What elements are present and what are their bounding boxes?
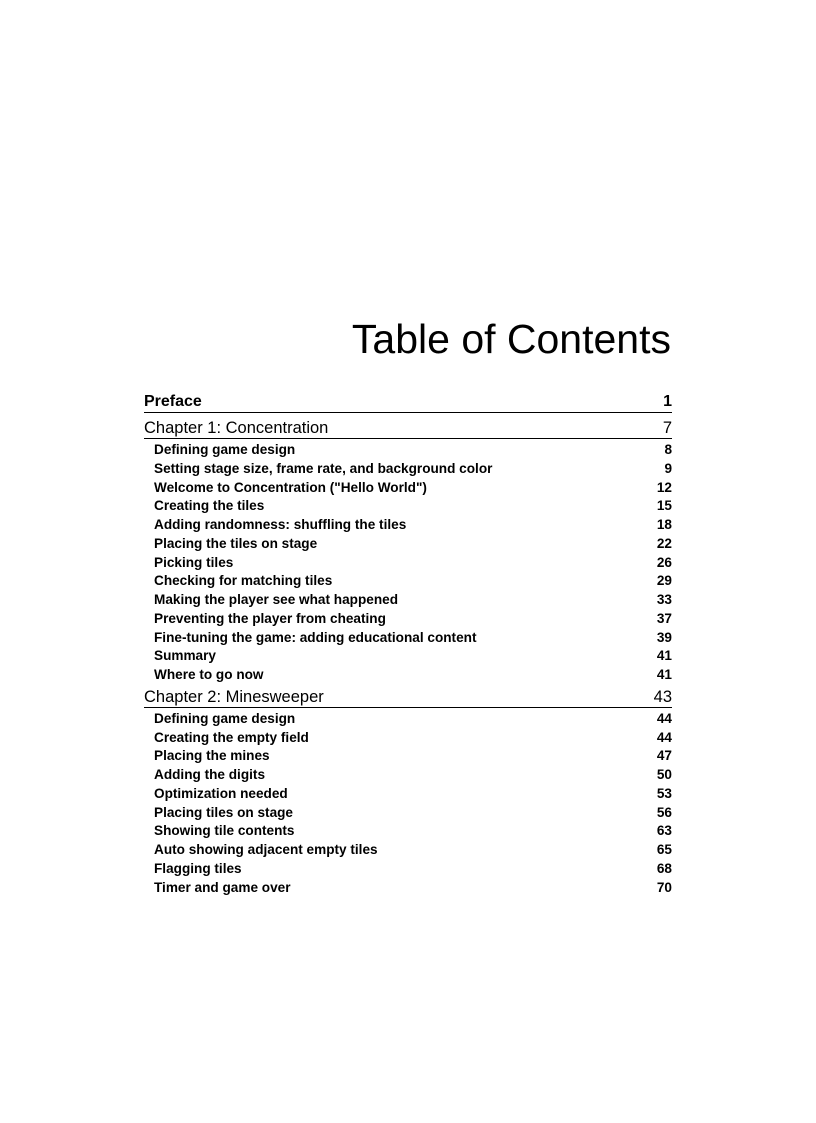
toc-section-label: Preventing the player from cheating [154,610,386,626]
toc-section-entry[interactable] [144,879,672,898]
toc-section-entry[interactable] [144,729,672,748]
toc-section-entry[interactable] [144,497,672,516]
toc-section-entry[interactable] [144,610,672,629]
toc-section-label: Showing tile contents [154,823,295,839]
toc-section-page: 9 [664,460,672,476]
toc-section-page: 41 [656,667,672,682]
toc-section-page: 47 [656,748,672,764]
toc-section-entry[interactable] [144,516,672,535]
toc-section-page: 37 [656,610,672,626]
toc-section-label: Optimization needed [154,785,288,801]
toc-section-page: 26 [656,554,672,570]
toc-section-label: Adding the digits [154,767,266,782]
toc-section-page: 8 [664,442,672,457]
toc-section-label: Auto showing adjacent empty tiles [154,842,378,857]
page-title: Table of Contents [351,316,671,362]
toc-section-page: 68 [656,860,672,876]
toc-section-label: Placing the tiles on stage [154,535,318,551]
toc-section-entry[interactable] [144,535,672,554]
toc-section-entry[interactable] [144,747,672,766]
toc-section-page: 29 [656,573,672,589]
toc-section-entry[interactable] [144,841,672,860]
toc-section-entry[interactable] [144,629,672,648]
toc-section-page: 65 [656,842,672,857]
toc-section-page: 50 [656,767,672,782]
toc-section-entry[interactable] [144,666,672,685]
toc-section-entry[interactable] [144,804,672,823]
toc-chapter-label: Chapter 1: Concentration [144,419,329,437]
toc-section-entry[interactable] [144,860,672,879]
toc-section-entry[interactable] [144,554,672,573]
toc-section-label: Making the player see what happened [154,592,398,607]
toc-section-entry[interactable] [144,479,672,498]
toc-section-label: Summary [154,648,216,664]
toc-section-page: 18 [656,517,672,532]
toc-section-entry[interactable] [144,822,672,841]
toc-section-label: Picking tiles [154,554,234,570]
toc-chapter-label: Chapter 2: Minesweeper [144,687,324,706]
toc-section-label: Where to go now [154,667,264,682]
toc-section-page: 39 [656,629,672,645]
toc-chapter-page: 43 [653,687,672,706]
toc-section-label: Checking for matching tiles [154,573,333,589]
toc-section-label: Placing tiles on stage [154,804,293,820]
toc-section-label: Defining game design [154,710,296,726]
toc-section-page: 70 [656,879,672,895]
toc-section-entry[interactable] [144,785,672,804]
toc-entry-page: 1 [663,393,672,410]
toc-section-label: Setting stage size, frame rate, and background color [154,460,493,476]
toc-section-label: Creating the tiles [154,498,265,514]
toc-section-page: 56 [656,804,672,820]
toc-section-page: 22 [656,535,672,551]
toc-chapter-1[interactable] [144,416,672,439]
toc-section-label: Adding randomness: shuffling the tiles [154,517,407,532]
toc-section-label: Welcome to Concentration ("Hello World") [154,479,427,495]
toc-section-page: 53 [656,785,672,801]
toc-section-label: Timer and game over [154,879,291,895]
toc-section-page: 41 [656,648,672,664]
toc-section-page: 44 [656,710,672,726]
toc-section-entry[interactable] [144,572,672,591]
toc-section-page: 63 [656,823,672,839]
toc-chapter-page: 7 [662,419,672,437]
chapter-list [144,416,672,897]
toc-section-entry[interactable] [144,441,672,460]
toc-section-label: Placing the mines [154,748,270,764]
toc-section-entry[interactable] [144,647,672,666]
toc-section-label: Flagging tiles [154,860,242,876]
toc-section-page: 15 [656,498,672,514]
toc-section-entry[interactable] [144,591,672,610]
table-of-contents [144,390,672,897]
toc-section-page: 44 [656,729,672,745]
toc-chapter-2[interactable] [144,685,672,708]
toc-entry-preface[interactable] [144,390,672,413]
toc-section-entry[interactable] [144,460,672,479]
toc-section-page: 12 [656,479,672,495]
toc-section-entry[interactable] [144,710,672,729]
toc-section-entry[interactable] [144,766,672,785]
toc-section-label: Creating the empty field [154,729,309,745]
toc-section-label: Defining game design [154,442,296,457]
toc-section-label: Fine-tuning the game: adding educational content [154,629,477,645]
toc-entry-label: Preface [144,393,202,410]
toc-section-page: 33 [656,592,672,607]
